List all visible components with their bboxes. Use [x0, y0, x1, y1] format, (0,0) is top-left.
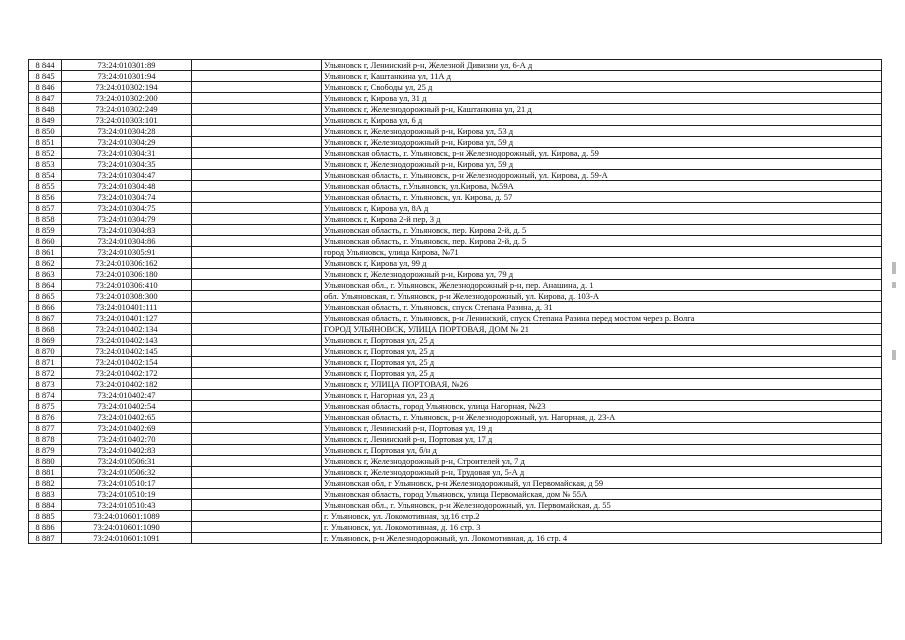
address-cell: Ульяновск г, Портовая ул, б/н д	[322, 445, 882, 456]
cadastral-number-cell: 73:24:010306:410	[62, 280, 192, 291]
address-cell: Ульяновск г, Железнодорожный р-н, Трудовая ул, 5-А д	[322, 467, 882, 478]
row-number-cell: 8 871	[29, 357, 62, 368]
cadastral-number-cell: 73:24:010304:86	[62, 236, 192, 247]
empty-cell	[192, 324, 322, 335]
row-number-cell: 8 880	[29, 456, 62, 467]
address-cell: Ульяновская область, город Ульяновск, улица Нагорная, №23	[322, 401, 882, 412]
row-number-cell: 8 867	[29, 313, 62, 324]
cadastral-number-cell: 73:24:010302:194	[62, 82, 192, 93]
address-cell: Ульяновская область, г. Ульяновск, р-н Железнодорожный, ул. Кирова, д. 59	[322, 148, 882, 159]
row-number-cell: 8 856	[29, 192, 62, 203]
empty-cell	[192, 500, 322, 511]
cadastral-number-cell: 73:24:010304:47	[62, 170, 192, 181]
row-number-cell: 8 859	[29, 225, 62, 236]
row-number-cell: 8 873	[29, 379, 62, 390]
row-number-cell: 8 882	[29, 478, 62, 489]
cadastral-number-cell: 73:24:010401:127	[62, 313, 192, 324]
cadastral-number-cell: 73:24:010506:32	[62, 467, 192, 478]
empty-cell	[192, 203, 322, 214]
empty-cell	[192, 269, 322, 280]
address-cell: Ульяновская область, г. Ульяновск, р-н Ленинский, спуск Степана Разина перед мостом через р. Волга	[322, 313, 882, 324]
table-row	[29, 357, 882, 368]
row-number-cell: 8 884	[29, 500, 62, 511]
row-number-cell: 8 861	[29, 247, 62, 258]
empty-cell	[192, 467, 322, 478]
address-cell: Ульяновск г, Железнодорожный р-н, Строителей ул, 7 д	[322, 456, 882, 467]
cadastral-number-cell: 73:24:010301:89	[62, 60, 192, 71]
empty-cell	[192, 368, 322, 379]
cadastral-number-cell: 73:24:010510:19	[62, 489, 192, 500]
table-row	[29, 445, 882, 456]
cadastral-number-cell: 73:24:010304:28	[62, 126, 192, 137]
cadastral-number-cell: 73:24:010402:83	[62, 445, 192, 456]
table-row	[29, 258, 882, 269]
table-row	[29, 456, 882, 467]
address-cell: ГОРОД УЛЬЯНОВСК, УЛИЦА ПОРТОВАЯ, ДОМ № 21	[322, 324, 882, 335]
address-cell: Ульяновская область, г. Ульяновск, р-н Железнодорожный, ул. Нагорная, д. 23-А	[322, 412, 882, 423]
row-number-cell: 8 847	[29, 93, 62, 104]
empty-cell	[192, 181, 322, 192]
table-row	[29, 368, 882, 379]
table-row	[29, 533, 882, 544]
table-row	[29, 82, 882, 93]
cadastral-number-cell: 73:24:010402:134	[62, 324, 192, 335]
table-row	[29, 313, 882, 324]
address-cell: Ульяновская область, г. Ульяновск, р-н Железнодорожный, ул. Кирова, д. 59-А	[322, 170, 882, 181]
cadastral-number-cell: 73:24:010305:91	[62, 247, 192, 258]
empty-cell	[192, 115, 322, 126]
row-number-cell: 8 860	[29, 236, 62, 247]
empty-cell	[192, 82, 322, 93]
row-number-cell: 8 858	[29, 214, 62, 225]
table-row	[29, 71, 882, 82]
cadastral-number-cell: 73:24:010304:48	[62, 181, 192, 192]
cadastral-number-cell: 73:24:010303:101	[62, 115, 192, 126]
address-cell: Ульяновск г, Нагорная ул, 23 д	[322, 390, 882, 401]
empty-cell	[192, 511, 322, 522]
empty-cell	[192, 302, 322, 313]
row-number-cell: 8 887	[29, 533, 62, 544]
address-cell: Ульяновск г, Железнодорожный р-н, Кирова ул, 59 д	[322, 137, 882, 148]
cadastral-number-cell: 73:24:010304:79	[62, 214, 192, 225]
row-number-cell: 8 845	[29, 71, 62, 82]
empty-cell	[192, 401, 322, 412]
table-row	[29, 302, 882, 313]
table-row	[29, 225, 882, 236]
row-number-cell: 8 874	[29, 390, 62, 401]
cadastral-number-cell: 73:24:010402:65	[62, 412, 192, 423]
address-cell: Ульяновская обл., г. Ульяновск, р-н Железнодорожный, ул. Первомайская, д. 55	[322, 500, 882, 511]
address-cell: Ульяновская область, г. Ульяновск, пер. Кирова 2-й, д. 5	[322, 236, 882, 247]
row-number-cell: 8 862	[29, 258, 62, 269]
row-number-cell: 8 868	[29, 324, 62, 335]
cadastral-number-cell: 73:24:010601:1091	[62, 533, 192, 544]
cadastral-number-cell: 73:24:010302:249	[62, 104, 192, 115]
table-row	[29, 104, 882, 115]
empty-cell	[192, 236, 322, 247]
scan-margin-mark	[892, 262, 896, 274]
address-cell: Ульяновск г, Железнодорожный р-н, Кирова ул, 79 д	[322, 269, 882, 280]
address-cell: город Ульяновск, улица Кирова, №71	[322, 247, 882, 258]
register-table	[28, 59, 882, 544]
table-row	[29, 412, 882, 423]
address-cell: Ульяновск г, Портовая ул, 25 д	[322, 368, 882, 379]
empty-cell	[192, 148, 322, 159]
empty-cell	[192, 93, 322, 104]
address-cell: Ульяновск г, Свободы ул, 25 д	[322, 82, 882, 93]
empty-cell	[192, 489, 322, 500]
address-cell: г. Ульяновск, р-н Железнодорожный, ул. Локомотивная, д. 16 стр. 4	[322, 533, 882, 544]
empty-cell	[192, 137, 322, 148]
table-row	[29, 115, 882, 126]
table-row	[29, 214, 882, 225]
table-row	[29, 423, 882, 434]
row-number-cell: 8 853	[29, 159, 62, 170]
empty-cell	[192, 434, 322, 445]
address-cell: Ульяновская область, г. Ульяновск, спуск Степана Разина, д. 31	[322, 302, 882, 313]
cadastral-number-cell: 73:24:010402:182	[62, 379, 192, 390]
address-cell: Ульяновск г, Железнодорожный р-н, Кирова ул, 59 д	[322, 159, 882, 170]
table-row	[29, 291, 882, 302]
cadastral-number-cell: 73:24:010301:94	[62, 71, 192, 82]
empty-cell	[192, 214, 322, 225]
cadastral-number-cell: 73:24:010601:1089	[62, 511, 192, 522]
empty-cell	[192, 533, 322, 544]
row-number-cell: 8 855	[29, 181, 62, 192]
empty-cell	[192, 170, 322, 181]
address-cell: Ульяновск г, Ленинский р-н, Портовая ул, 19 д	[322, 423, 882, 434]
table-row	[29, 401, 882, 412]
row-number-cell: 8 877	[29, 423, 62, 434]
row-number-cell: 8 869	[29, 335, 62, 346]
row-number-cell: 8 865	[29, 291, 62, 302]
empty-cell	[192, 280, 322, 291]
scan-margin-mark	[892, 282, 896, 288]
cadastral-number-cell: 73:24:010402:145	[62, 346, 192, 357]
row-number-cell: 8 875	[29, 401, 62, 412]
table-row	[29, 269, 882, 280]
address-cell: Ульяновск г, Кирова ул, 6 д	[322, 115, 882, 126]
row-number-cell: 8 883	[29, 489, 62, 500]
row-number-cell: 8 848	[29, 104, 62, 115]
cadastral-number-cell: 73:24:010402:47	[62, 390, 192, 401]
row-number-cell: 8 881	[29, 467, 62, 478]
row-number-cell: 8 879	[29, 445, 62, 456]
address-cell: Ульяновск г, Портовая ул, 25 д	[322, 346, 882, 357]
row-number-cell: 8 876	[29, 412, 62, 423]
row-number-cell: 8 857	[29, 203, 62, 214]
empty-cell	[192, 159, 322, 170]
empty-cell	[192, 390, 322, 401]
row-number-cell: 8 851	[29, 137, 62, 148]
empty-cell	[192, 412, 322, 423]
empty-cell	[192, 192, 322, 203]
cadastral-number-cell: 73:24:010401:111	[62, 302, 192, 313]
empty-cell	[192, 423, 322, 434]
address-cell: Ульяновская обл., г. Ульяновск, Железнодорожный р-н, пер. Анашина, д. 1	[322, 280, 882, 291]
cadastral-number-cell: 73:24:010306:162	[62, 258, 192, 269]
table-row	[29, 379, 882, 390]
row-number-cell: 8 864	[29, 280, 62, 291]
row-number-cell: 8 849	[29, 115, 62, 126]
empty-cell	[192, 258, 322, 269]
address-cell: Ульяновская область, город Ульяновск, улица Первомайская, дом № 55А	[322, 489, 882, 500]
address-cell: Ульяновск г, Кирова ул, 99 д	[322, 258, 882, 269]
table-row	[29, 192, 882, 203]
cadastral-number-cell: 73:24:010402:54	[62, 401, 192, 412]
table-row	[29, 434, 882, 445]
row-number-cell: 8 866	[29, 302, 62, 313]
address-cell: Ульяновская область, г.Ульяновск, ул.Кирова, №59А	[322, 181, 882, 192]
cadastral-number-cell: 73:24:010402:69	[62, 423, 192, 434]
empty-cell	[192, 126, 322, 137]
empty-cell	[192, 71, 322, 82]
table-row	[29, 93, 882, 104]
row-number-cell: 8 886	[29, 522, 62, 533]
table-row	[29, 335, 882, 346]
address-cell: Ульяновск г, Портовая ул, 25 д	[322, 357, 882, 368]
row-number-cell: 8 885	[29, 511, 62, 522]
address-cell: Ульяновск г, Кирова 2-й пер, 3 д	[322, 214, 882, 225]
table-row	[29, 203, 882, 214]
address-cell: Ульяновская область, г. Ульяновск, ул. Кирова, д. 57	[322, 192, 882, 203]
row-number-cell: 8 844	[29, 60, 62, 71]
table-row	[29, 126, 882, 137]
empty-cell	[192, 247, 322, 258]
cadastral-number-cell: 73:24:010304:31	[62, 148, 192, 159]
table-row	[29, 346, 882, 357]
cadastral-number-cell: 73:24:010304:83	[62, 225, 192, 236]
row-number-cell: 8 852	[29, 148, 62, 159]
scan-margin-mark	[892, 350, 896, 360]
table-row	[29, 137, 882, 148]
address-cell: Ульяновск г, Кирова ул, 31 д	[322, 93, 882, 104]
row-number-cell: 8 872	[29, 368, 62, 379]
table-row	[29, 181, 882, 192]
empty-cell	[192, 522, 322, 533]
row-number-cell: 8 846	[29, 82, 62, 93]
cadastral-number-cell: 73:24:010402:143	[62, 335, 192, 346]
cadastral-number-cell: 73:24:010510:43	[62, 500, 192, 511]
table-row	[29, 324, 882, 335]
empty-cell	[192, 60, 322, 71]
cadastral-number-cell: 73:24:010304:35	[62, 159, 192, 170]
cadastral-number-cell: 73:24:010402:70	[62, 434, 192, 445]
cadastral-number-cell: 73:24:010306:180	[62, 269, 192, 280]
empty-cell	[192, 379, 322, 390]
table-row	[29, 236, 882, 247]
empty-cell	[192, 335, 322, 346]
table-row	[29, 500, 882, 511]
address-cell: Ульяновск г, Ленинский р-н, Портовая ул, 17 д	[322, 434, 882, 445]
empty-cell	[192, 445, 322, 456]
address-cell: г. Ульяновск, ул. Локомотивная, д. 16 стр. 3	[322, 522, 882, 533]
row-number-cell: 8 878	[29, 434, 62, 445]
table-row	[29, 60, 882, 71]
cadastral-number-cell: 73:24:010506:31	[62, 456, 192, 467]
cadastral-number-cell: 73:24:010304:29	[62, 137, 192, 148]
address-cell: Ульяновск г, Железнодорожный р-н, Каштанкина ул, 21 д	[322, 104, 882, 115]
row-number-cell: 8 854	[29, 170, 62, 181]
address-cell: Ульяновск г, Кирова ул, 8А д	[322, 203, 882, 214]
cadastral-number-cell: 73:24:010402:154	[62, 357, 192, 368]
table-row	[29, 148, 882, 159]
cadastral-number-cell: 73:24:010402:172	[62, 368, 192, 379]
table-row	[29, 159, 882, 170]
address-cell: Ульяновская обл, г Ульяновск, р-н Железнодорожный, ул Первомайская, д 59	[322, 478, 882, 489]
empty-cell	[192, 346, 322, 357]
table-row	[29, 390, 882, 401]
table-row	[29, 511, 882, 522]
table-row	[29, 247, 882, 258]
row-number-cell: 8 850	[29, 126, 62, 137]
address-cell: обл. Ульяновская, г. Ульяновск, р-н Железнодорожный, ул. Кирова, д. 103-А	[322, 291, 882, 302]
empty-cell	[192, 291, 322, 302]
address-cell: Ульяновск г, Каштанкина ул, 11А д	[322, 71, 882, 82]
row-number-cell: 8 870	[29, 346, 62, 357]
table-row	[29, 478, 882, 489]
empty-cell	[192, 104, 322, 115]
table-row	[29, 280, 882, 291]
address-cell: г. Ульяновск, ул. Локомотивная, зд.16 стр.2	[322, 511, 882, 522]
address-cell: Ульяновская область, г. Ульяновск, пер. Кирова 2-й, д. 5	[322, 225, 882, 236]
empty-cell	[192, 357, 322, 368]
cadastral-number-cell: 73:24:010601:1090	[62, 522, 192, 533]
table-row	[29, 170, 882, 181]
cadastral-number-cell: 73:24:010304:75	[62, 203, 192, 214]
cadastral-number-cell: 73:24:010304:74	[62, 192, 192, 203]
address-cell: Ульяновск г, Ленинский р-н, Железной Дивизии ул, 6-А д	[322, 60, 882, 71]
address-cell: Ульяновск г, Железнодорожный р-н, Кирова ул, 53 д	[322, 126, 882, 137]
address-cell: Ульяновск г, Портовая ул, 25 д	[322, 335, 882, 346]
address-cell: Ульяновск г, УЛИЦА ПОРТОВАЯ, №26	[322, 379, 882, 390]
empty-cell	[192, 456, 322, 467]
cadastral-number-cell: 73:24:010302:200	[62, 93, 192, 104]
cadastral-number-cell: 73:24:010510:17	[62, 478, 192, 489]
empty-cell	[192, 225, 322, 236]
register-table-body	[29, 60, 882, 544]
table-row	[29, 467, 882, 478]
table-row	[29, 522, 882, 533]
cadastral-number-cell: 73:24:010308:300	[62, 291, 192, 302]
empty-cell	[192, 313, 322, 324]
empty-cell	[192, 478, 322, 489]
table-row	[29, 489, 882, 500]
row-number-cell: 8 863	[29, 269, 62, 280]
